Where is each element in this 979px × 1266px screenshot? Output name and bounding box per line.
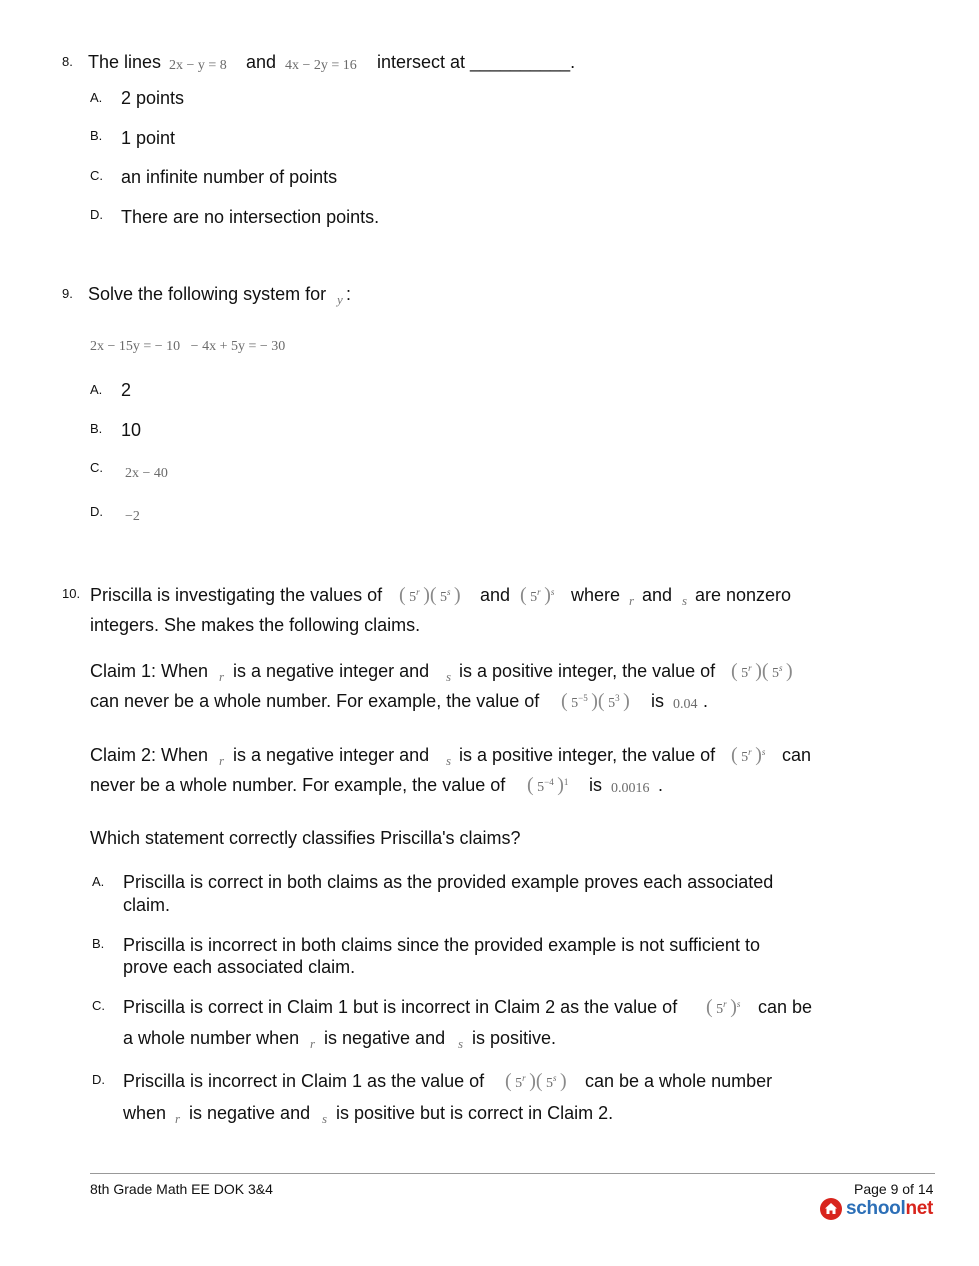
option-letter: A.: [90, 90, 103, 105]
footer-divider: [90, 1173, 935, 1174]
question-text: The lines: [88, 52, 162, 72]
option-c-line-2: a whole number when: [123, 1028, 300, 1048]
variable: s: [446, 669, 452, 684]
option-letter: D.: [92, 1072, 105, 1087]
equation-1: 2x − y = 8: [169, 58, 227, 73]
period: .: [703, 691, 709, 711]
option-a[interactable]: 2: [121, 380, 132, 400]
option-d-line-1: can be a whole number: [585, 1071, 773, 1091]
question-text: :: [346, 284, 352, 304]
option-letter: A.: [90, 382, 103, 397]
question-number: 9.: [62, 286, 73, 301]
expression-5r-5s: ( 5$^r$ )( 5$^s$ ): [505, 1070, 567, 1092]
option-d[interactable]: −2: [125, 509, 140, 524]
option-b-line-1: Priscilla is incorrect in both claims since the provided example is not sufficient to: [123, 935, 760, 955]
expression-5r-5s: ( 5$^r$ )( 5$^s$ ): [399, 584, 461, 606]
expression-5r-power-s: ( 5$^r$ )$^s$: [731, 744, 766, 766]
expression-5r-power-s: ( 5$^r$ )$^s$: [706, 996, 741, 1018]
option-b[interactable]: 10: [121, 420, 142, 440]
option-letter: A.: [92, 874, 105, 889]
question-text: integers. She makes the following claims.: [90, 615, 421, 635]
question-text: Priscilla is investigating the values of: [90, 585, 383, 605]
variable: r: [219, 753, 225, 768]
question-number: 10.: [62, 586, 81, 601]
question-text: and: [480, 585, 511, 605]
variable: s: [458, 1036, 464, 1051]
question-text: and: [246, 52, 277, 72]
option-letter: D.: [90, 207, 103, 222]
option-b[interactable]: 1 point: [121, 128, 176, 148]
page-number: Page 9 of 14: [854, 1181, 934, 1197]
claim-1-text: Claim 1: When: [90, 661, 209, 681]
option-letter: C.: [90, 168, 103, 183]
claim-1-value: 0.04: [673, 697, 698, 712]
equation-system: 2x − 15y = − 10 − 4x + 5y = − 30: [90, 339, 286, 354]
claim-1-text: is a negative integer and: [233, 661, 430, 681]
claim-2-text: never be a whole number. For example, the value of: [90, 775, 506, 795]
variable: s: [682, 593, 688, 608]
option-c[interactable]: 2x − 40: [125, 466, 168, 481]
expression-5r-5s: ( 5$^r$ )( 5$^s$ ): [731, 660, 793, 682]
question-number: 8.: [62, 54, 73, 69]
option-a[interactable]: 2 points: [121, 88, 185, 108]
question-text: where: [571, 585, 621, 605]
option-c-line-1: can be: [758, 997, 813, 1017]
variable: r: [219, 669, 225, 684]
option-c-line-2: is positive.: [472, 1028, 557, 1048]
option-d-line-2: when: [123, 1103, 167, 1123]
option-d-line-2: is positive but is correct in Claim 2.: [336, 1103, 614, 1123]
claim-2-text: is a negative integer and: [233, 745, 430, 765]
question-text: Solve the following system for: [88, 284, 327, 304]
question-text: and: [642, 585, 673, 605]
question-text: are nonzero: [695, 585, 792, 605]
claim-2-value: 0.0016: [611, 781, 650, 796]
option-b-line-2: prove each associated claim.: [123, 957, 356, 977]
option-letter: C.: [92, 998, 105, 1013]
claim-2-text: can: [782, 745, 812, 765]
expression-5neg4-power-1: ( $5^{-4}$ )$^1$: [527, 774, 569, 796]
option-d-line-2: is negative and: [189, 1103, 311, 1123]
variable: r: [629, 593, 635, 608]
variable: r: [175, 1111, 181, 1126]
option-letter: D.: [90, 504, 103, 519]
claim-1-text: is: [651, 691, 664, 711]
claim-2-text: is: [589, 775, 602, 795]
option-letter: B.: [92, 936, 105, 951]
expression-5r-power-s: ( 5$^r$ )$^s$: [520, 584, 555, 606]
option-c-line-1: Priscilla is correct in Claim 1 but is incorrect in Claim 2 as the value of: [123, 997, 678, 1017]
house-icon: [820, 1198, 842, 1220]
footer-title: 8th Grade Math EE DOK 3&4: [90, 1181, 273, 1197]
question-prompt: Which statement correctly classifies Priscilla's claims?: [90, 828, 521, 848]
claim-1-text: can never be a whole number. For example, the value of: [90, 691, 540, 711]
option-c[interactable]: an infinite number of points: [121, 167, 338, 187]
option-letter: B.: [90, 128, 103, 143]
schoolnet-logo: [820, 1196, 933, 1222]
variable: s: [446, 753, 452, 768]
option-letter: B.: [90, 421, 103, 436]
logo-text: schoolnet: [846, 1198, 934, 1219]
option-d[interactable]: There are no intersection points.: [121, 207, 380, 227]
variable: s: [322, 1111, 328, 1126]
equation-2: 4x − 2y = 16: [285, 58, 357, 73]
question-text: intersect at __________.: [377, 52, 576, 72]
variable: r: [310, 1036, 316, 1051]
option-a-line-2: claim.: [123, 895, 171, 915]
variable: y: [337, 292, 343, 307]
option-letter: C.: [90, 460, 103, 475]
claim-1-text: is a positive integer, the value of: [459, 661, 716, 681]
expression-5neg5-53: ( $5^{-5}$ )( $5^3$ ): [561, 690, 630, 712]
claim-2-text: is a positive integer, the value of: [459, 745, 716, 765]
option-c-line-2: is negative and: [324, 1028, 446, 1048]
option-a-line-1: Priscilla is correct in both claims as the provided example proves each associated: [123, 872, 774, 892]
option-d-line-1: Priscilla is incorrect in Claim 1 as the value of: [123, 1071, 485, 1091]
period: .: [658, 775, 664, 795]
claim-2-text: Claim 2: When: [90, 745, 209, 765]
